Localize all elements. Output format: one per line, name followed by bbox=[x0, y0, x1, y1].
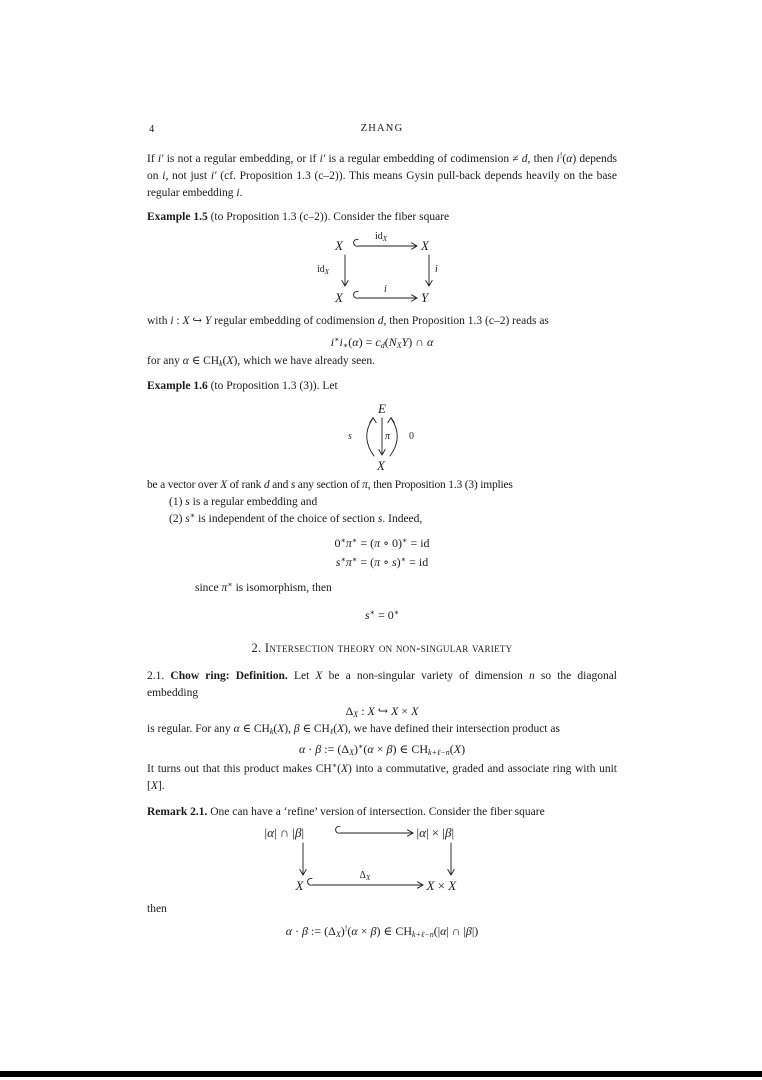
running-head: ZHANG bbox=[360, 123, 404, 134]
example-1-5-heading: Example 1.5 (to Proposition 1.3 (c–2)). Consider the fiber square bbox=[147, 211, 450, 223]
page-number: 4 bbox=[149, 124, 155, 135]
paragraph-then: then bbox=[147, 903, 167, 915]
down-arrow-right bbox=[447, 843, 453, 875]
diagram-node: Y bbox=[421, 290, 429, 305]
paragraph-it-turns-out: It turns out that this product makes CH∗(X) into a commutative, graded and associate ring with unit [X]. bbox=[147, 761, 617, 792]
remark-2-1: Remark 2.1. One can have a ‘refine’ version of intersection. Consider the fiber square bbox=[147, 806, 545, 818]
display-equation-refined-product: α · β := $(\Delta_X)^!(\alpha \times \beta)$ ∈ $CH_{k+\ell-n}(|\alpha|$ ∩ |β|) bbox=[285, 924, 479, 939]
arrow-label: $id_X$ bbox=[375, 231, 388, 243]
arrow-label: 0 bbox=[409, 431, 414, 442]
hook-arrow-top bbox=[335, 826, 412, 836]
arrow-label: s bbox=[348, 431, 352, 442]
paragraph-with-embedding: with i : X ↪ Y regular embedding of codimension d, then Proposition 1.3 (c–2) reads as bbox=[147, 315, 549, 327]
arrow-label: $\Delta_X$ bbox=[359, 870, 371, 882]
diagram-node: X bbox=[295, 878, 304, 893]
display-equation-s-equals-0: s∗ = 0∗ bbox=[364, 608, 400, 622]
enumerated-list bbox=[169, 494, 617, 528]
document-page bbox=[147, 120, 617, 941]
arrow-label: π bbox=[385, 431, 391, 442]
paragraph-since-isomorphism: since π∗ is isomorphism, then bbox=[195, 580, 332, 594]
arrow-label: i bbox=[384, 284, 387, 295]
page-header bbox=[147, 120, 617, 134]
diagram-node: X bbox=[335, 238, 343, 253]
curved-arrow-left bbox=[367, 418, 376, 456]
down-arrow-left bbox=[299, 843, 305, 875]
bottom-edge-bar bbox=[0, 1071, 762, 1077]
diagram-node: |α| ∩ |β| bbox=[264, 825, 305, 840]
arrow-label: $id_X$ bbox=[317, 264, 330, 276]
down-arrow-left bbox=[342, 255, 348, 286]
commutative-diagram-vector-bundle bbox=[347, 401, 417, 475]
paragraph-gysin: If i′ is not a regular embedding, or if i′ is a regular embedding of codimension ≠ d, then i!(α) depends on i, not just i′ (cf. Proposition 1.3 (c–2)). This means Gysin pull-back depends heavily on the base regular embedding i. bbox=[147, 151, 618, 199]
diagram-node: X × X bbox=[426, 878, 457, 893]
commutative-diagram-fiber-square-1 bbox=[307, 231, 457, 308]
paragraph-for-any: for any α ∈ $CH_k(X)$, which we have already seen. bbox=[147, 355, 375, 368]
arrow-label: i bbox=[435, 264, 438, 275]
display-equation-intersection-product: α · β := $(\Delta_X)^∗(\alpha \times \beta)$ ∈ $CH_{k+\ell-n}(X)$ bbox=[298, 742, 466, 757]
paragraph-is-regular: is regular. For any α ∈ $CH_k(X)$, β ∈ $CH_\ell(X)$, we have defined their intersection product as bbox=[147, 723, 560, 736]
paragraph-vector-bundle: be a vector over X of rank d and s any section of π, then Proposition 1.3 (3) implies bbox=[147, 479, 513, 491]
commutative-diagram-fiber-square-2 bbox=[265, 825, 500, 899]
display-equation-diagonal-embedding: $\Delta_X$ : X ↪ X × X bbox=[345, 704, 419, 719]
list-item: (1) s is a regular embedding and bbox=[169, 496, 318, 508]
display-equation-pullback-identities bbox=[147, 534, 617, 572]
section-heading-2: 2. Intersection theory on non-singular variety bbox=[251, 641, 513, 655]
diagram-node: X bbox=[421, 238, 429, 253]
subsection-2-1-chow-ring: 2.1. Chow ring: Definition. Let X be a non-singular variety of dimension n so the diagonal embedding bbox=[147, 670, 618, 699]
diagram-node: X bbox=[377, 458, 385, 473]
down-arrow-right bbox=[426, 255, 432, 286]
diagram-node: E bbox=[378, 401, 386, 416]
display-equation-gysin-selfintersection: $i^∗i_∗(\alpha) = c_d(N_XY)$ ∩ α bbox=[330, 335, 434, 350]
example-1-6-heading: Example 1.6 (to Proposition 1.3 (3)). Let bbox=[147, 380, 338, 392]
list-item: (2) s∗ is independent of the choice of section s. Indeed, bbox=[169, 511, 423, 525]
diagram-node: |α| × |β| bbox=[416, 825, 455, 840]
equation-line: 0∗π∗ = (π ∘ 0)∗ = id bbox=[334, 536, 430, 550]
equation-line: s∗π∗ = (π ∘ s)∗ = id bbox=[335, 555, 429, 569]
diagram-node: X bbox=[335, 290, 343, 305]
